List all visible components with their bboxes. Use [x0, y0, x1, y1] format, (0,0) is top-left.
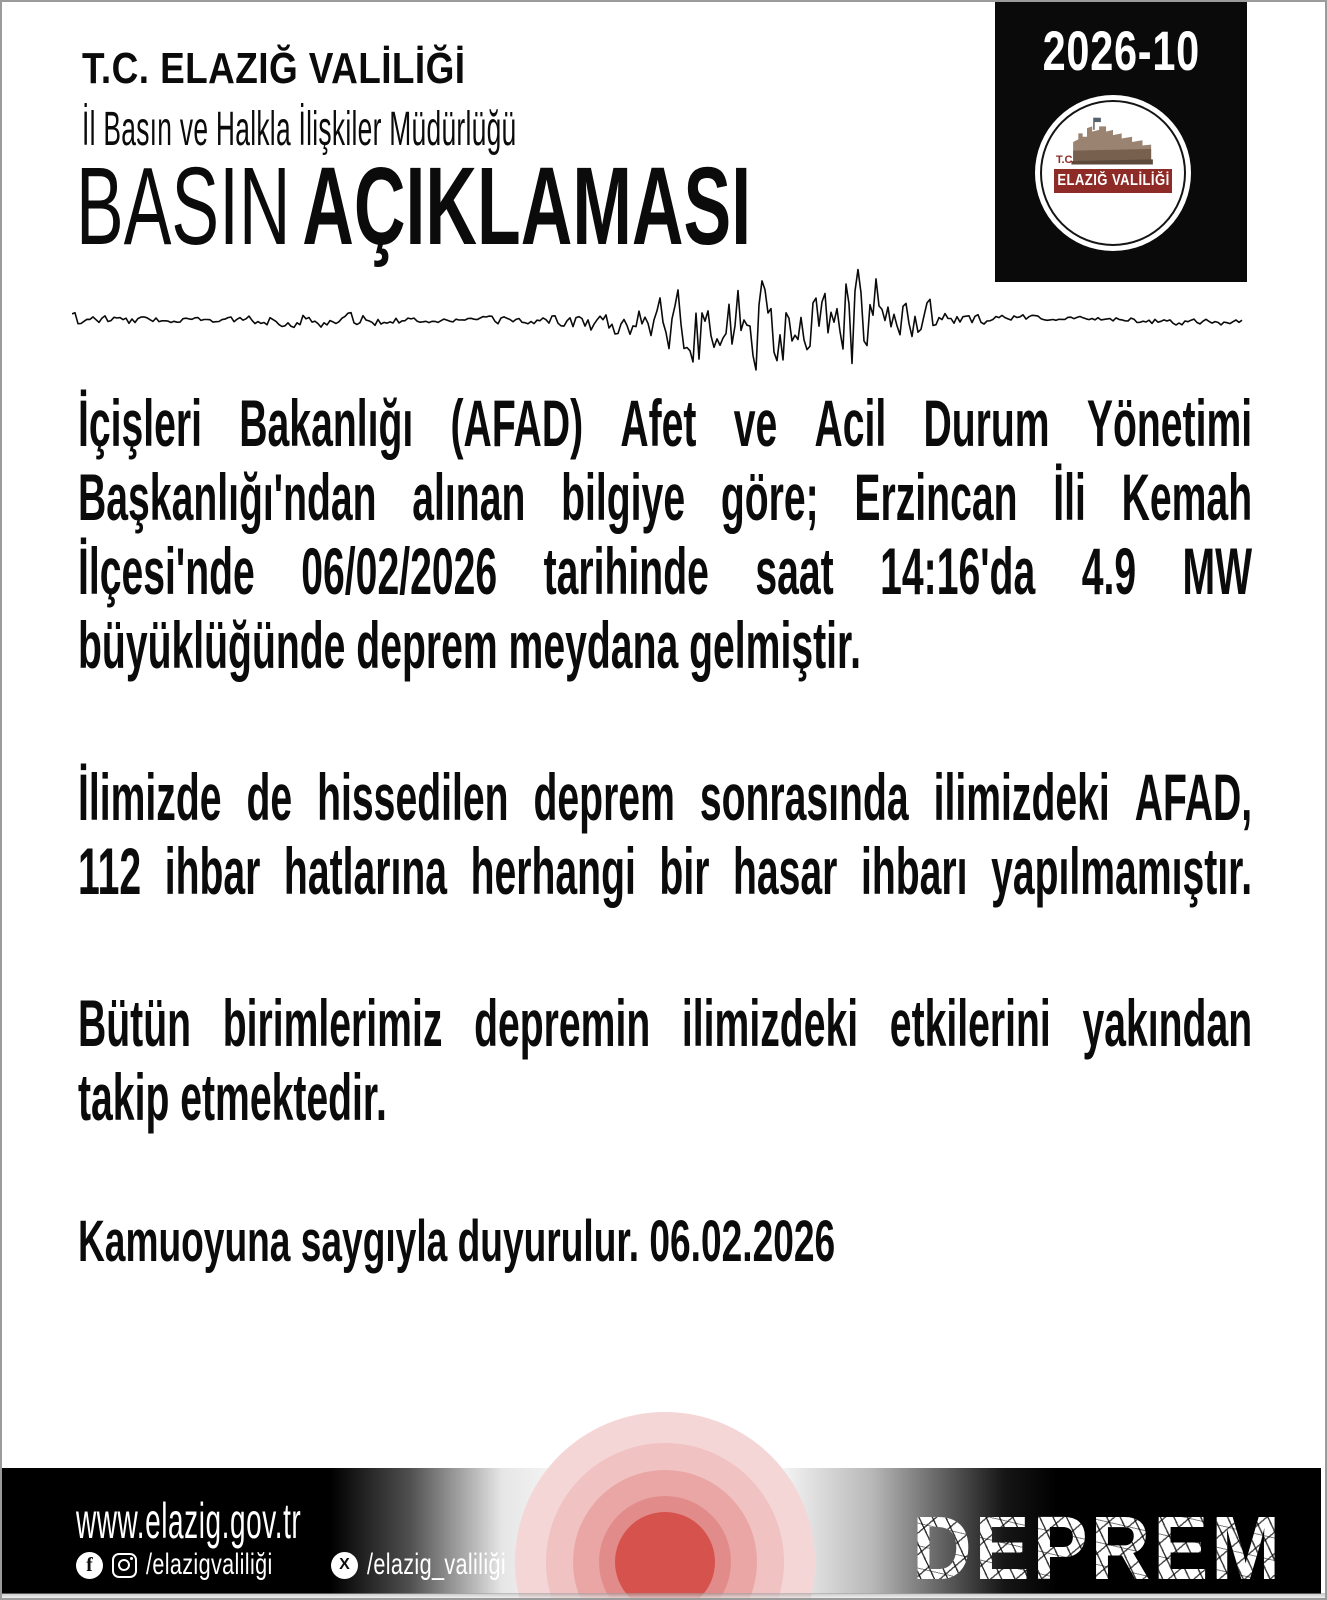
logo-name-band: ELAZIĞ VALİLİĞİ [1052, 167, 1174, 195]
castle-icon [1061, 113, 1165, 171]
text-line: büyüklüğünde deprem meydana gelmiştir. [78, 608, 861, 682]
social-handle: /elazigvaliliği [146, 1548, 273, 1581]
text-line: İlçesi'nde 06/02/2026 tarihinde saat 14:16'da 4.9 MW [78, 534, 1253, 608]
org-department: İl Basın ve Halkla İlişkiler Müdürlüğü [82, 103, 517, 156]
facebook-icon: f [76, 1552, 103, 1579]
logo-tc-label: T.C. [1056, 154, 1076, 166]
text-line: Bütün birimlerimiz depremin ilimizdeki etkilerini yakından [78, 986, 1253, 1060]
org-name: T.C. ELAZIĞ VALİLİĞİ [82, 44, 466, 93]
issue-number: 2026-10 [1042, 19, 1200, 82]
x-icon: X [331, 1552, 358, 1579]
announcement-body [78, 386, 1252, 1212]
body-paragraph [78, 760, 1252, 908]
seismogram-waveform [72, 238, 1252, 402]
body-paragraph [78, 386, 1252, 682]
social-media-row [76, 1548, 560, 1582]
body-paragraph [78, 986, 1252, 1134]
text-line: 112 ihbar hatlarına herhangi bir hasar ihbarı yapılmamıştır. [78, 834, 1253, 908]
closing-line: Kamuoyuna saygıyla duyurulur. 06.02.2026 [78, 1209, 836, 1274]
page-title-bold: AÇIKLAMASI [302, 145, 752, 268]
social-handle: /elazig_valiliği [366, 1548, 506, 1581]
text-line: İçişleri Bakanlığı (AFAD) Afet ve Acil Durum Yönetimi [78, 386, 1253, 460]
governorship-logo [1035, 95, 1191, 251]
text-line: İlimizde de hissedilen deprem sonrasında ilimizdeki AFAD, [78, 760, 1253, 834]
instagram-icon [112, 1553, 137, 1578]
page-title-light: BASIN [76, 145, 291, 268]
text-line: Başkanlığı'ndan alınan bilgiye göre; Erzincan İli Kemah [78, 460, 1253, 534]
website-url: www.elazig.gov.tr [76, 1493, 302, 1549]
deprem-label: DEPREM [912, 1499, 1283, 1599]
text-line: takip etmektedir. [78, 1060, 387, 1134]
